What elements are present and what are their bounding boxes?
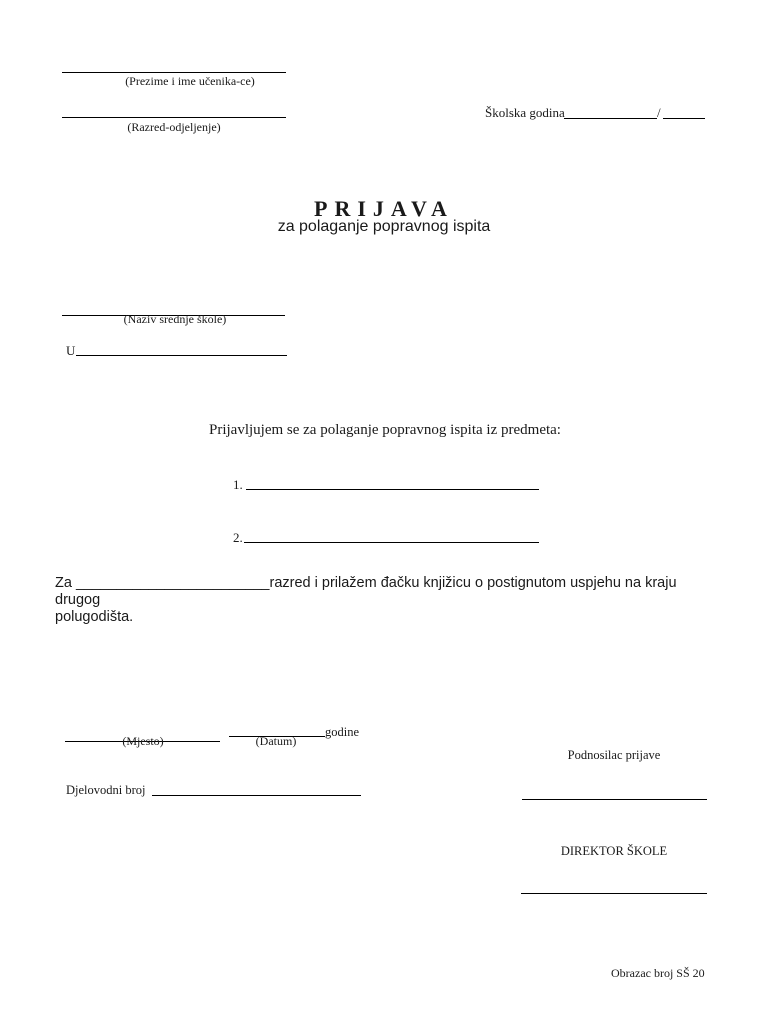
grade-blank[interactable]: ________________________ [75,575,270,591]
intro-text: Prijavljujem se za polaganje popravnog ispita iz predmeta: [209,422,561,438]
form-number: Obrazac broj SŠ 20 [611,966,705,980]
grade-prefix: Za [55,575,72,591]
subject-line-1[interactable] [246,489,539,490]
student-name-line[interactable] [62,72,286,73]
reference-label: Djelovodni broj [66,783,146,797]
reference-line[interactable] [152,795,361,796]
class-caption: (Razred-odjeljenje) [127,120,221,134]
place-prefix: U [66,343,76,358]
grade-paragraph [55,575,695,626]
subject-number-2: 2. [233,530,243,545]
applicant-signature-line[interactable] [522,799,707,800]
school-year [485,105,565,121]
school-year-label: Školska godina [485,105,565,120]
date-caption: (Datum) [255,734,297,748]
place-caption: (Mjesto) [122,734,164,748]
page-subtitle: za polaganje popravnog ispita [277,218,491,235]
year-word: godine [325,725,360,739]
student-name-caption: (Prezime i ime učenika-ce) [125,74,255,88]
director-label: DIREKTOR ŠKOLE [560,844,668,858]
applicant-label: Podnosilac prijave [567,748,661,762]
school-name-caption: (Naziv srednje škole) [123,312,227,326]
place-line[interactable] [76,355,287,356]
grade-text: razred i prilažem đačku knjižicu o postignutom uspjehu na kraju drugog [55,575,677,608]
school-year-second-line[interactable] [663,118,705,119]
school-year-separator: / [657,105,661,120]
school-year-first-line[interactable] [564,118,657,119]
subject-number-1: 1. [233,477,243,492]
director-signature-line[interactable] [521,893,707,894]
grade-text-line2: polugodišta [55,609,130,625]
page-title: PRIJAVA [314,196,454,221]
subject-line-2[interactable] [244,542,539,543]
class-line[interactable] [62,117,286,118]
grade-text-period: . [129,609,134,625]
